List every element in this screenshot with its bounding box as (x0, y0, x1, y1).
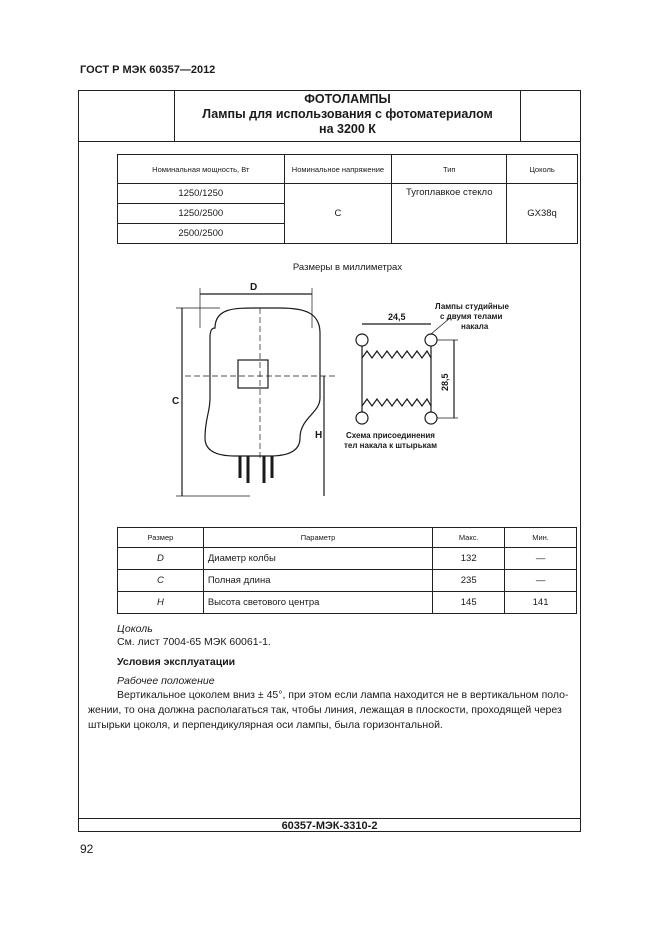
power-cell: 1250/1250 (118, 184, 285, 204)
dimensions-caption: Размеры в миллиметрах (292, 262, 403, 273)
position-heading: Рабочее положение (117, 675, 215, 687)
note-bottom-1: Схема присоединения (346, 431, 435, 440)
dim-header-min: Мин. (505, 528, 577, 548)
dimensions-table (117, 527, 577, 614)
size-cell: C (118, 570, 204, 592)
paragraph-line-3: штырьки цоколя, и перпендикулярная оси лампы, была горизонтальной. (88, 719, 443, 731)
dim-285-label: 28,5 (440, 373, 450, 391)
title-block (174, 90, 521, 142)
footer-divider (78, 818, 581, 819)
min-cell: — (505, 548, 577, 570)
max-cell: 132 (433, 548, 505, 570)
power-cell: 2500/2500 (118, 224, 285, 244)
h-label: H (315, 430, 323, 441)
spec-header-type: Тип (392, 155, 507, 184)
dim-header-param: Параметр (203, 528, 432, 548)
param-cell: Диаметр колбы (203, 548, 432, 570)
dim-245-label: 24,5 (388, 312, 406, 322)
note-top-3: накала (461, 322, 489, 331)
dim-header-max: Макс. (433, 528, 505, 548)
base-reference: См. лист 7004-65 МЭК 60061-1. (117, 636, 271, 648)
conditions-heading: Условия эксплуатации (117, 656, 236, 668)
param-cell: Высота светового центра (203, 592, 432, 614)
title-line-2: Лампы для использования с фотоматериалом (202, 107, 493, 121)
spec-header-power: Номинальная мощность, Вт (118, 155, 285, 184)
filament-coil-top (362, 351, 431, 358)
voltage-cell: С (284, 184, 392, 244)
title-line-1: ФОТОЛАМПЫ (304, 92, 391, 106)
spec-table (117, 154, 578, 244)
power-cell: 1250/2500 (118, 204, 285, 224)
connection-diagram (340, 296, 530, 456)
size-cell: D (118, 548, 204, 570)
min-cell: 141 (505, 592, 577, 614)
paragraph-line-1: Вертикальное цоколем вниз ± 45°, при этом если лампа находится не в вертикальном поло- (117, 689, 569, 701)
min-cell: — (505, 570, 577, 592)
filament-box (238, 360, 268, 388)
page-number: 92 (80, 842, 94, 856)
paragraph-line-2: жении, то она должна располагаться так, чтобы линия, лежащая в плоскости, проходящей через (88, 704, 562, 716)
c-label: C (172, 396, 180, 407)
base-heading: Цоколь (117, 623, 153, 635)
standard-header: ГОСТ Р МЭК 60357—2012 (80, 64, 216, 76)
filament-coil-bottom (362, 399, 431, 406)
table-row (118, 570, 577, 592)
title-line-3: на 3200 К (319, 122, 376, 136)
size-cell: H (118, 592, 204, 614)
dim-header-size: Размер (118, 528, 204, 548)
spec-header-voltage: Номинальное напряжение (284, 155, 392, 184)
base-cell: GX38q (507, 184, 578, 244)
table-row (118, 592, 577, 614)
d-label: D (250, 282, 258, 293)
title-row (78, 90, 581, 142)
max-cell: 235 (433, 570, 505, 592)
max-cell: 145 (433, 592, 505, 614)
note-top-2: с двумя телами (440, 312, 503, 321)
spec-header-base: Цоколь (507, 155, 578, 184)
type-cell: Тугоплавкое стекло (392, 184, 507, 244)
table-row (118, 548, 577, 570)
sheet-number: 60357-МЭК-3310-2 (281, 820, 378, 832)
param-cell: Полная длина (203, 570, 432, 592)
bulb-outline (205, 308, 323, 456)
note-top-1: Лампы студийные (435, 302, 509, 311)
note-bottom-2: тел накала к штырькам (344, 441, 437, 450)
